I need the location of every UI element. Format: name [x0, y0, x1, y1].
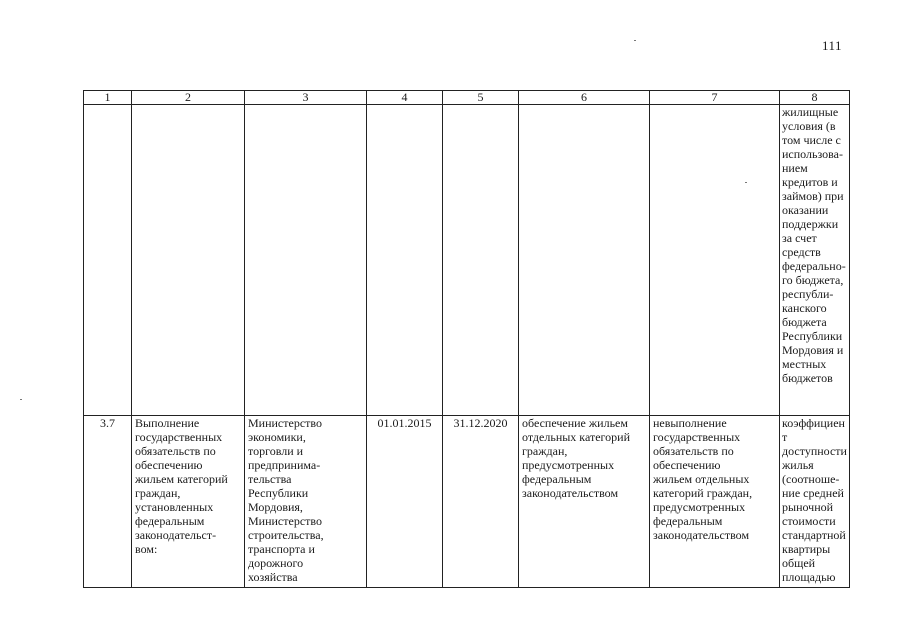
plan-table: [83, 90, 850, 588]
column-number: 6: [519, 91, 650, 105]
column-number: 1: [84, 91, 132, 105]
table-cell-empty: [443, 105, 519, 416]
indicator-continuation-cell: жилищные условия (в том числе с использова- нием кредитов и займов) при оказании поддержки за счет средств федерально- го бюджета, республи- канского бюджета Республики Мордовия и местных бюджетов: [780, 105, 850, 416]
table-cell-empty: [84, 105, 132, 416]
end-date-cell: 31.12.2020: [443, 416, 519, 588]
expected-result-cell: обеспечение жильем отдельных категорий граждан, предусмотренных федеральным законодательством: [519, 416, 650, 588]
table-cell-empty: [519, 105, 650, 416]
consequences-cell: невыполнение государственных обязательств по обеспечению жильем отдельных категорий граждан, предусмотренных федеральным законодательством: [650, 416, 780, 588]
column-number: 5: [443, 91, 519, 105]
column-number: 4: [367, 91, 443, 105]
column-number: 3: [245, 91, 367, 105]
table-cell-empty: [245, 105, 367, 416]
row-number-cell: 3.7: [84, 416, 132, 588]
executors-cell: Министерство экономики, торговли и предпринима- тельства Республики Мордовия, Министерство строительства, транспорта и дорожного хозяйства: [245, 416, 367, 588]
column-number: 8: [780, 91, 850, 105]
start-date-cell: 01.01.2015: [367, 416, 443, 588]
column-number: 7: [650, 91, 780, 105]
table-cell-empty: [367, 105, 443, 416]
measure-name-cell: Выполнение государственных обязательств по обеспечению жильем категорий граждан, установленных федеральным законодательст- вом:: [132, 416, 245, 588]
table-row-3-7: [84, 416, 850, 588]
table-cell-empty: [132, 105, 245, 416]
scan-speck: [634, 40, 636, 41]
scan-speck: [20, 399, 22, 400]
indicator-cell: коэффициен т доступности жилья (соотноше- ние средней рыночной стоимости стандартной квартиры общей площадью: [780, 416, 850, 588]
table-cell-empty: [650, 105, 780, 416]
column-number-row: [84, 91, 850, 105]
page-number: 111: [822, 38, 843, 53]
table-row-continuation: [84, 105, 850, 416]
column-number: 2: [132, 91, 245, 105]
